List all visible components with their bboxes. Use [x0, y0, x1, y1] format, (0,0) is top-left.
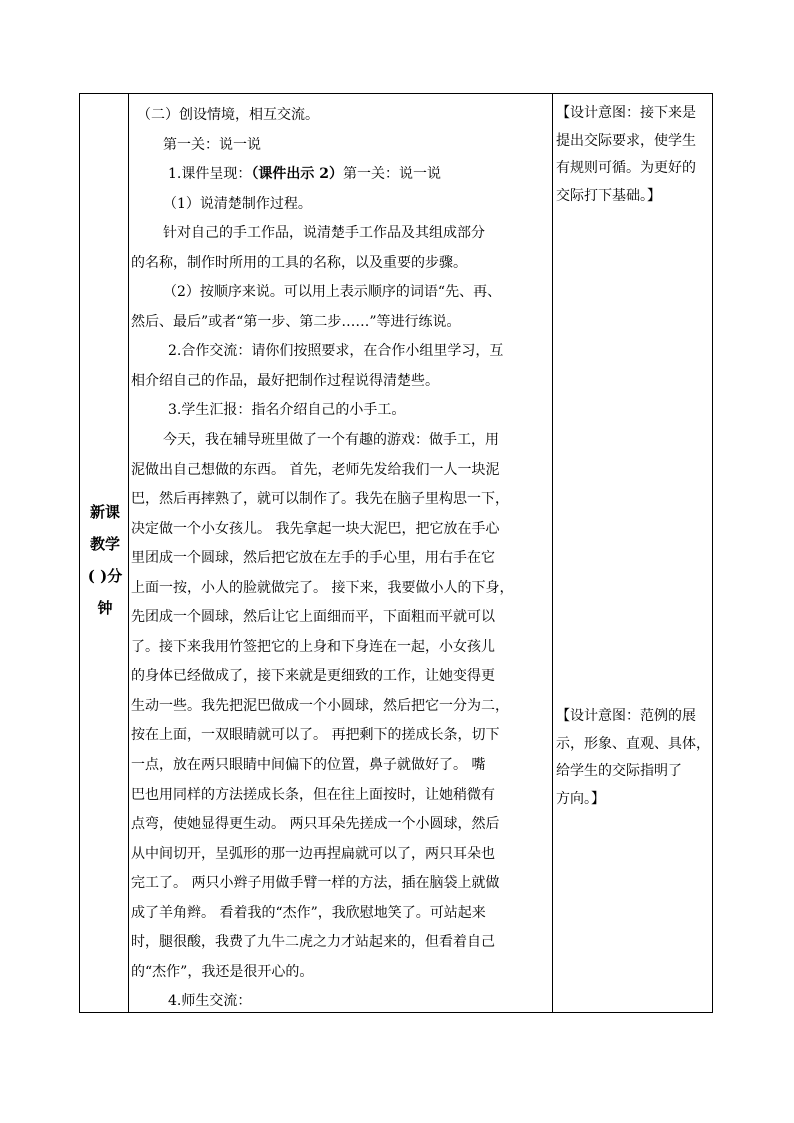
example-line: 里团成一个圆球，然后把它放在左手的手心里，用右手在它: [131, 550, 495, 567]
requirement-2-line: 然后、最后”或者“第一步、第二步……”等进行练说。: [131, 313, 461, 330]
example-line: 从中间切开，呈弧形的那一边再捏扁就可以了，两只耳朵也: [131, 845, 495, 862]
step-2-line: 2.合作交流：请你们按照要求，在合作小组里学习，互: [168, 343, 504, 360]
example-line: 时，腿很酸，我费了九牛二虎之力才站起来的，但看着自己: [131, 934, 495, 951]
example-line: 成了羊角辫。 看着我的“杰作”，我欣慰地笑了。可站起来: [131, 904, 486, 921]
requirement-1-line: 针对自己的手工作品，说清楚手工作品及其组成部分: [163, 225, 485, 242]
example-line: 上面一按，小人的脸就做完了。 接下来，我要做小人的下身，: [131, 579, 514, 596]
requirement-2-line: （2）按顺序来说。可以用上表示顺序的词语“先、再、: [163, 284, 502, 301]
example-line: 了。接下来我用竹签把它的上身和下身连在一起，小女孩儿: [131, 638, 495, 655]
example-line: 先团成一个圆球，然后让它上面细而平，下面粗而平就可以: [131, 609, 495, 626]
example-line: 完工了。 两只小辫子用做手臂一样的方法，插在脑袋上就做: [131, 875, 500, 892]
example-line: 一点，放在两只眼睛中间偏下的位置，鼻子就做好了。 嘴: [131, 757, 486, 774]
level-title: 第一关：说一说: [163, 136, 261, 153]
example-line: 的身体已经做成了，接下来就是更细致的工作，让她变得更: [131, 668, 495, 685]
teaching-content-column: [131, 94, 549, 1012]
example-line: 点弯，使她显得更生动。 两只耳朵先搓成一个小圆球，然后: [131, 816, 500, 833]
step-1: 1.课件呈现：（课件出示 2）第一关：说一说: [168, 166, 441, 183]
example-line: 决定做一个小女孩儿。 我先拿起一块大泥巴，把它放在手心: [131, 520, 500, 537]
requirement-1-title: （1）说清楚制作过程。: [163, 195, 312, 212]
example-line: 巴也用同样的方法搓成长条，但在往上面按时，让她稍微有: [131, 786, 495, 803]
requirement-1-line: 的名称，制作时所用的工具的名称，以及重要的步骤。: [131, 254, 467, 271]
example-line: 泥做出自己想做的东西。 首先，老师先发给我们一人一块泥: [131, 461, 500, 478]
stage-label: 新课 教学 ( )分 钟: [87, 503, 123, 617]
design-intent-note-1: 【设计意图：接下来是 提出交际要求，使学生 有规则可循。为更好的 交际打下基础。】: [556, 105, 696, 204]
step-2-line: 相介绍自己的作品，最好把制作过程说得清楚些。: [131, 372, 439, 389]
example-line: 巴，然后再摔熟了，就可以制作了。我先在脑子里构思一下，: [131, 491, 509, 508]
section-title: （二）创设情境，相互交流。: [137, 107, 319, 123]
stage-column: [80, 94, 128, 1012]
example-line: 的“杰作”，我还是很开心的。: [131, 963, 314, 980]
column-divider: [552, 94, 553, 1012]
example-line: 今天，我在辅导班里做了一个有趣的游戏：做手工，用: [163, 432, 499, 449]
design-intent-note-2: 【设计意图：范例的展 示，形象、直观、具体， 给学生的交际指明了 方向。】: [556, 708, 710, 807]
step-4: 4.师生交流：: [168, 993, 252, 1010]
example-line: 生动一些。我先把泥巴做成一个小圆球，然后把它一分为二，: [131, 697, 509, 714]
example-line: 按在上面，一双眼睛就可以了。 再把剩下的搓成长条，切下: [131, 727, 500, 744]
lesson-plan-table: [79, 93, 713, 1013]
step-3: 3.学生汇报：指名介绍自己的小手工。: [168, 402, 406, 419]
column-divider: [128, 94, 129, 1012]
